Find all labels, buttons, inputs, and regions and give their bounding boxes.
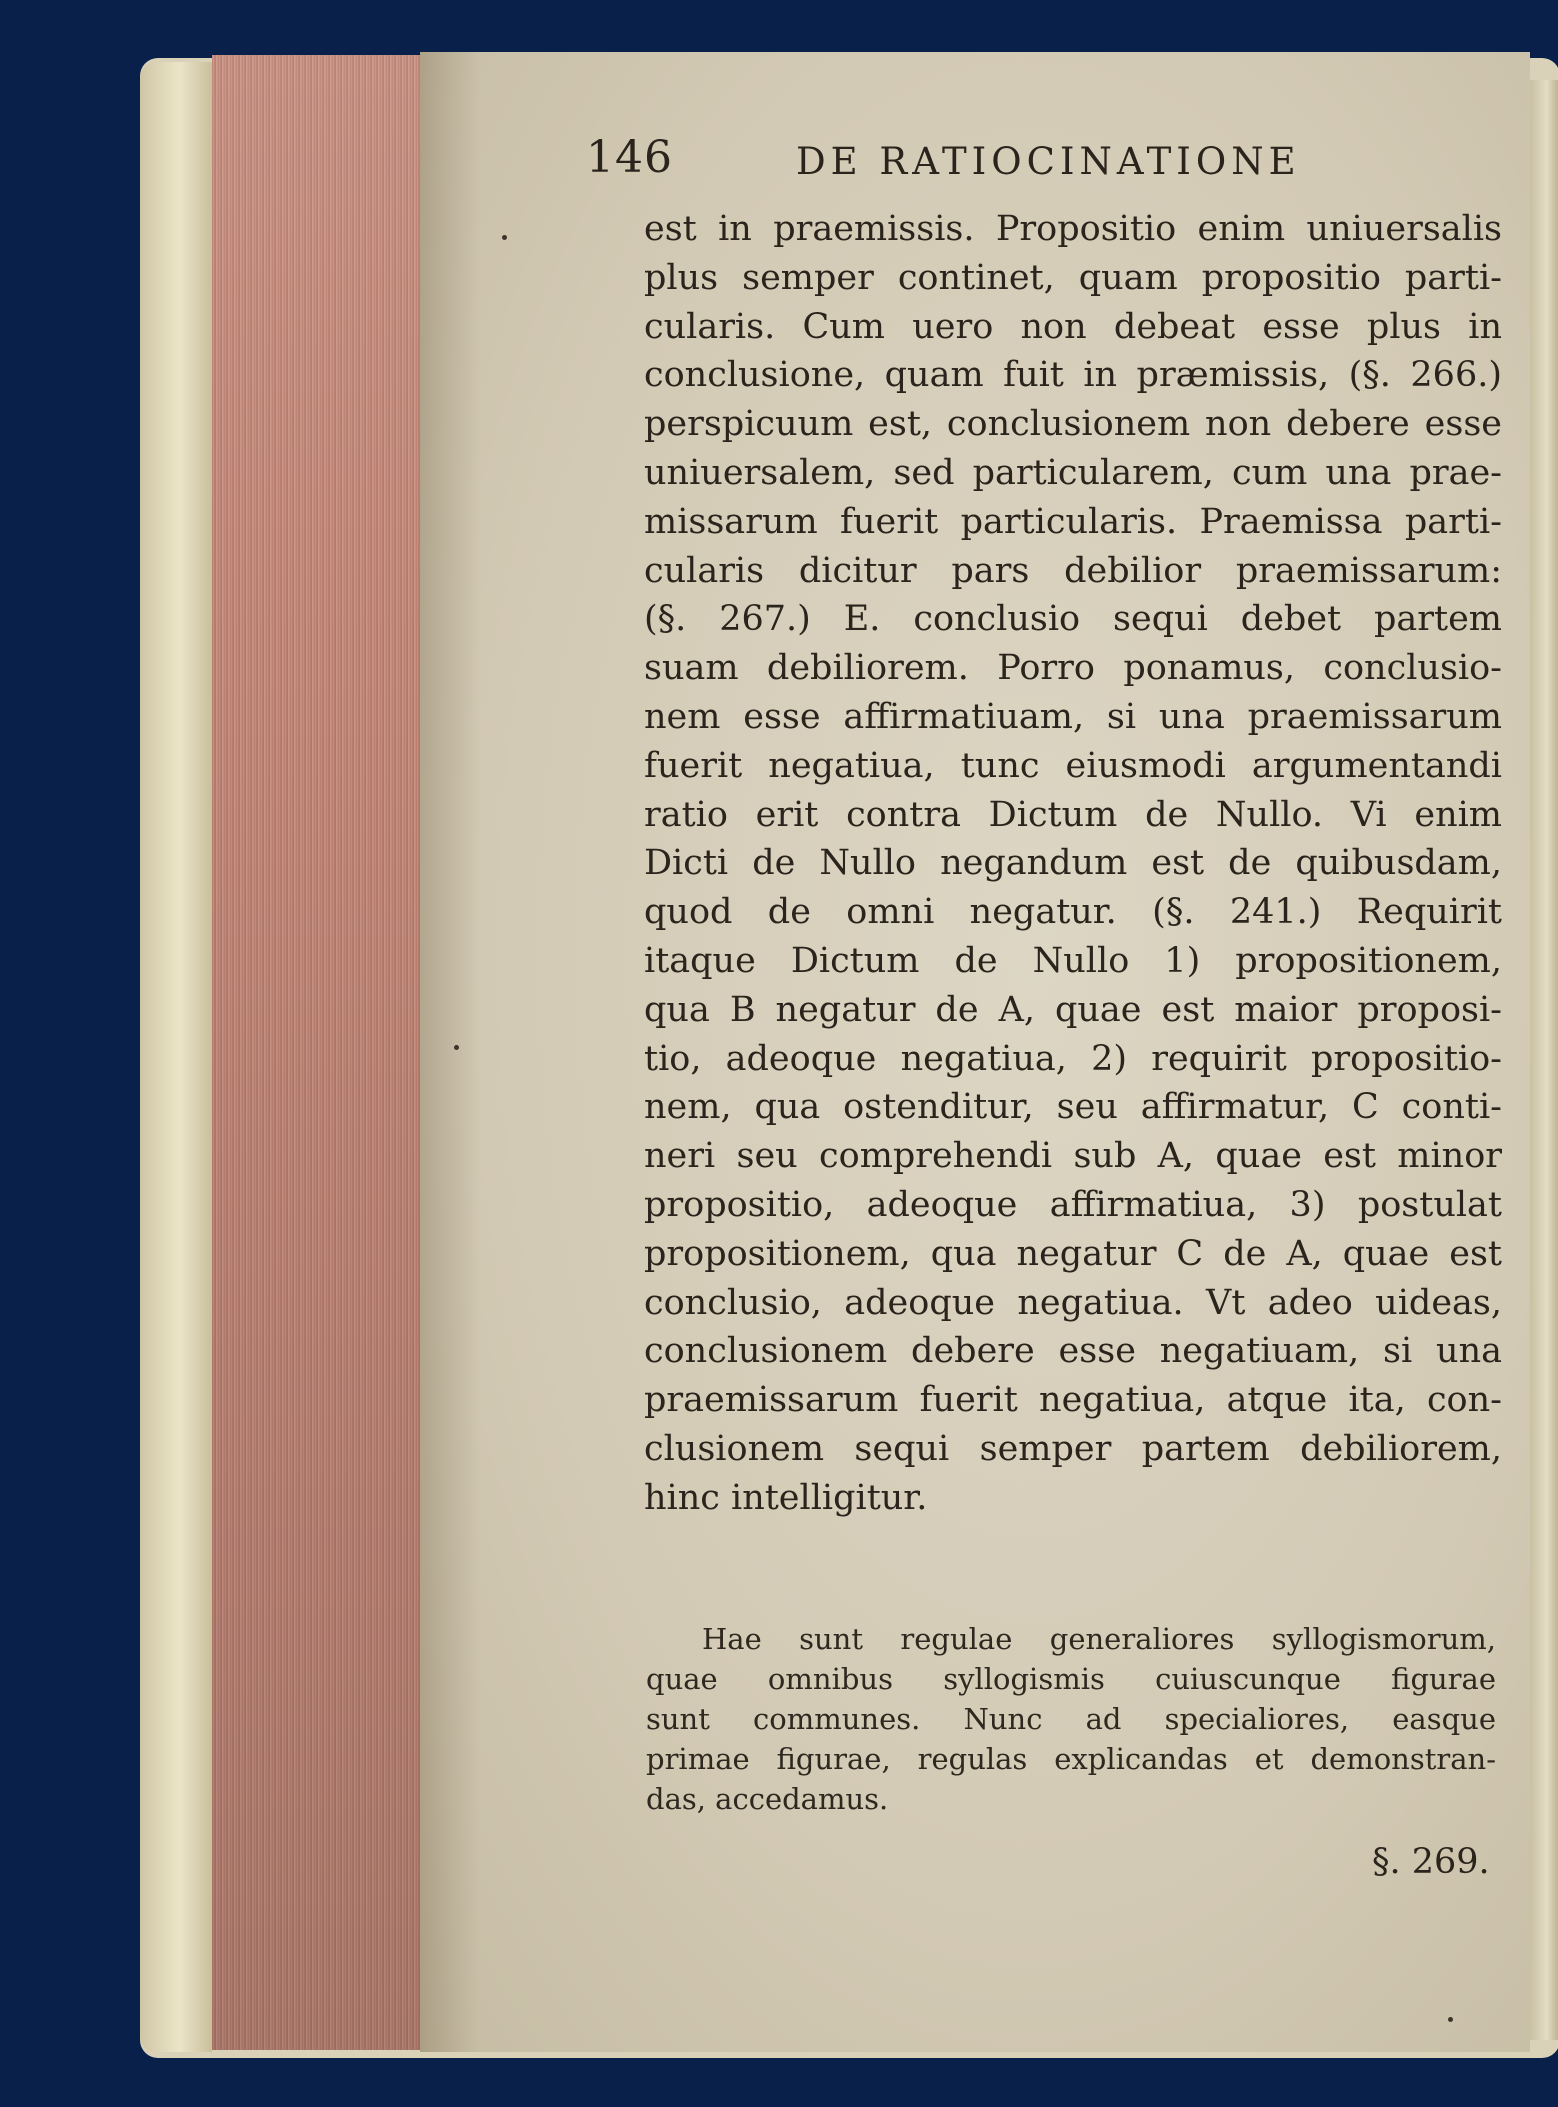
closing-paragraph — [646, 1619, 1496, 1819]
text-line: ratio erit contra Dictum de Nullo. Vi enim — [644, 794, 1502, 835]
text-line: perspicuum est, conclusionem non debere esse — [644, 404, 1502, 445]
text-line: conclusione, quam fuit in præmissis, (§. 266.) — [644, 355, 1502, 396]
running-head: DE RATIOCINATIONE — [796, 140, 1301, 183]
text-line: uniuersalem, sed particularem, cum una prae- — [644, 452, 1502, 493]
text-line: suam debiliorem. Porro ponamus, conclusio- — [644, 648, 1502, 689]
text-line: est in praemissis. Propositio enim uniuersalis — [644, 209, 1502, 249]
note-line: Hae sunt regulae generaliores syllogismorum, — [702, 1622, 1496, 1656]
catchword: §. 269. — [1372, 1842, 1490, 1882]
text-line: Dicti de Nullo negandum est de quibusdam, — [644, 843, 1502, 884]
text-line: fuerit negatiua, tunc eiusmodi argumentandi — [644, 745, 1502, 786]
text-line: quod de omni negatur. (§. 241.) Requirit — [644, 892, 1502, 933]
text-line: cularis. Cum uero non debeat esse plus in — [644, 306, 1502, 347]
text-line: (§. 267.) E. conclusio sequi debet partem — [644, 599, 1502, 640]
text-line: plus semper continet, quam propositio parti- — [644, 257, 1502, 298]
text-line: missarum fuerit particularis. Praemissa parti- — [644, 501, 1502, 542]
body-text — [644, 205, 1502, 1523]
text-line: propositio, adeoque affirmatiua, 3) postulat — [644, 1184, 1502, 1225]
text-line: tio, adeoque negatiua, 2) requirit propositio- — [644, 1038, 1502, 1079]
note-line: primae figurae, regulas explicandas et demonstran- — [646, 1742, 1496, 1776]
page-number: 146 — [586, 132, 673, 183]
text-line: qua B negatur de A, quae est maior proposi- — [644, 989, 1502, 1030]
back-cover-edge — [1530, 80, 1558, 2040]
note-line: quae omnibus syllogismis cuiuscunque figurae — [646, 1662, 1496, 1696]
note-line: sunt communes. Nunc ad specialiores, easque — [646, 1702, 1496, 1736]
text-line: nem, qua ostenditur, seu affirmatur, C conti- — [644, 1087, 1502, 1128]
text-line: conclusionem debere esse negatiuam, si una — [644, 1331, 1502, 1372]
text-line: conclusio, adeoque negatiua. Vt adeo uideas, — [644, 1282, 1502, 1323]
text-line: itaque Dictum de Nullo 1) propositionem, — [644, 940, 1502, 981]
text-line: praemissarum fuerit negatiua, atque ita, con- — [644, 1380, 1502, 1421]
text-line: neri seu comprehendi sub A, quae est minor — [644, 1136, 1502, 1177]
text-line: clusionem sequi semper partem debiliorem, — [644, 1428, 1502, 1469]
page-header — [0, 132, 1558, 192]
ink-speck — [1448, 2017, 1453, 2022]
text-line: nem esse affirmatiuam, si una praemissarum — [644, 696, 1502, 737]
text-line: propositionem, qua negatur C de A, quae est — [644, 1233, 1502, 1274]
ink-speck — [502, 235, 507, 240]
book-cover-edge — [140, 62, 212, 2052]
text-line: hinc intelligitur. — [644, 1477, 928, 1518]
ink-speck — [454, 1045, 459, 1050]
note-line: das, accedamus. — [646, 1782, 889, 1816]
text-line: cularis dicitur pars debilior praemissarum: — [644, 550, 1502, 591]
